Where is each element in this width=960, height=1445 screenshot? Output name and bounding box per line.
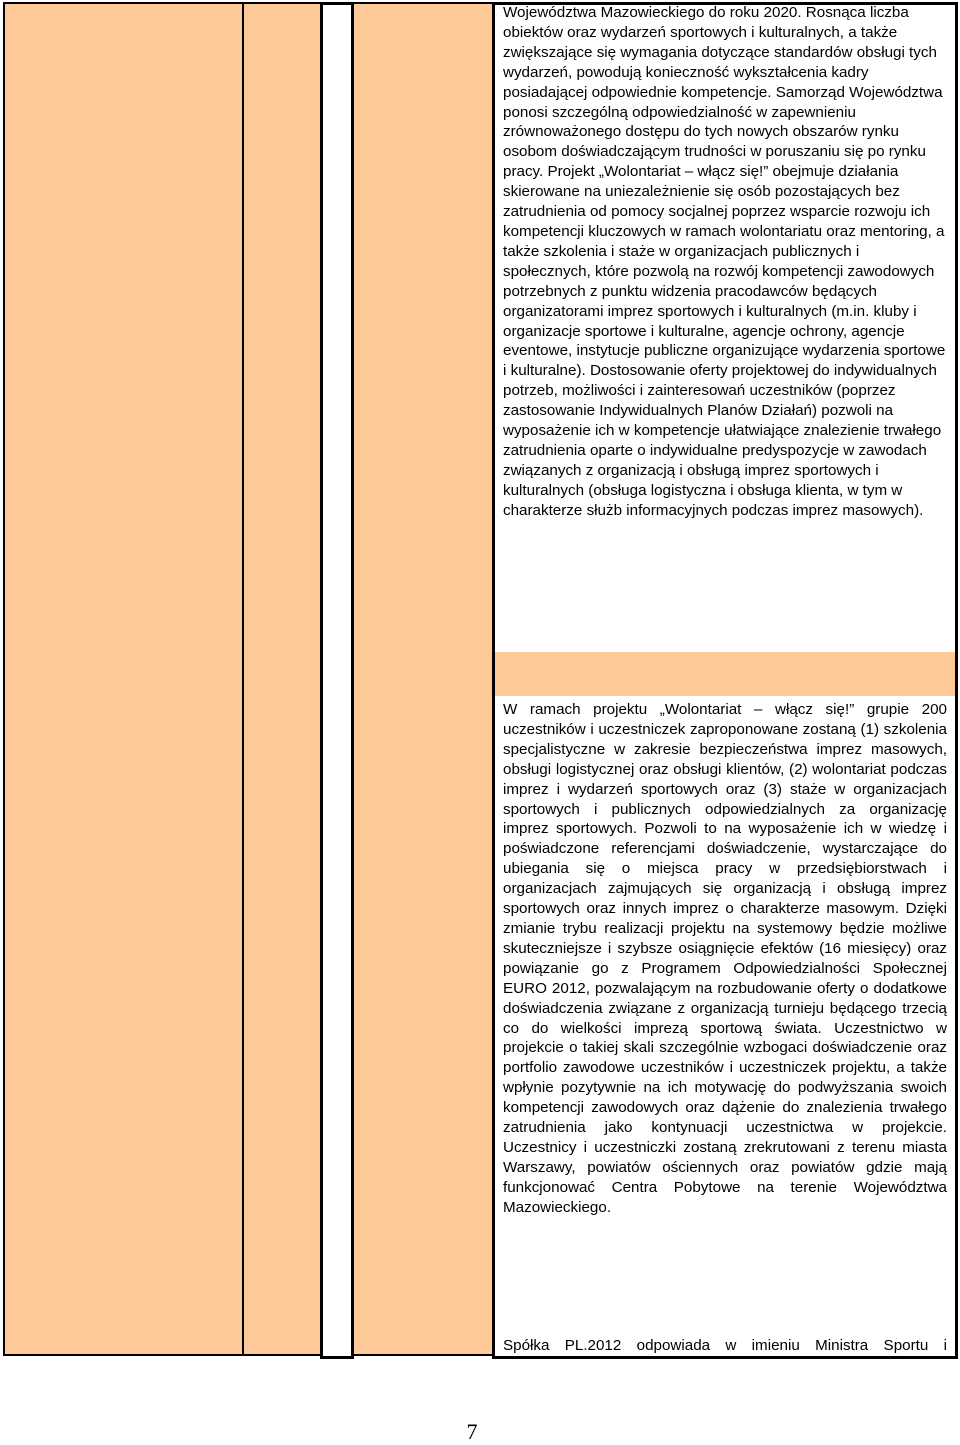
paragraph-project-context: Województwa Mazowieckiego do roku 2020. Rosnąca liczba obiektów oraz wydarzeń sportowych i kulturalnych, a także zwiększające się wymagania dotyczące standardów obsługi tych wydarzeń, powodują konieczność wykształcenia kadry posiadającej odpowiednie kompetencje. Samorząd Województwa ponosi szczególną odpowiedzialność w zapewnieniu zrównoważonego dostępu do tych nowych obszarów rynku osobom doświadczającym trudności w poruszaniu się po rynku pracy. Projekt „Wolontariat – włącz się!” obejmuje działania skierowane na uniezależnienie się osób pozostających bez zatrudnienia od pomocy socjalnej poprzez wsparcie rozwoju ich kompetencji kluczowych w ramach wolontariatu oraz mentoring, a także szkolenia i staże w organizacjach publicznych i społecznych, które pozwolą na rozwój kompetencji zawodowych potrzebnych z punktu widzenia pracodawców będących organizatorami imprez sportowych i kulturalnych (m.in. kluby i organizacje sportowe i kulturalne, agencje ochrony, agencje eventowe, instytucje publiczne organizujące wydarzenia sportowe i kulturalne). Dostosowanie oferty projektowej do indywidualnych potrzeb, możliwości i zainteresowań uczestników (poprzez zastosowanie Indywidualnych Planów Działań) pozwoli na wyposażenie ich w kompetencje ułatwiające znalezienie trwałego zatrudnienia oparte o indywidualne predyspozycje w zawodach związanych z organizacją i obsługą imprez sportowych i kulturalnych (obsługa logistyczna i obsługa klienta, w tym w charakterze służb informacyjnych podczas imprez masowych). (503, 4, 946, 519)
page-number: 7 (466, 1419, 478, 1444)
paragraph-spolka-pl2012: Spółka PL.2012 odpowiada w imieniu Ministra Sportu i (503, 1337, 947, 1354)
table-column-1 (3, 2, 244, 1356)
table-column-4 (354, 2, 492, 1356)
shaded-row-separator (492, 652, 958, 696)
table-column-2 (244, 2, 320, 1356)
paragraph-project-description: W ramach projektu „Wolontariat – włącz się!” grupie 200 uczestników i uczestniczek zaproponowane zostaną (1) szkolenia specjalistyczne w zakresie bezpieczeństwa imprez masowych, obsługi logistycznej oraz obsługi klientów, (2) wolontariat podczas imprez i wydarzeń sportowych oraz (3) staże w organizacjach sportowych i publicznych odpowiedzialnych za organizację imprez sportowych. Pozwoli to na wyposażenie ich w wiedzę i poświadczone referencjami doświadczenie, wystarczające do ubiegania się o miejsca pracy w przedsiębiorstwach i organizacjach zajmujących się organizacją i obsługą imprez sportowych oraz innych imprez o charakterze masowym. Dzięki zmianie trybu realizacji projektu na systemowy będzie możliwe skuteczniejsze i szybsze osiągnięcie efektów (16 miesięcy) oraz powiązanie go z Programem Odpowiedzialności Społecznej EURO 2012, pozwalającym na rozbudowanie oferty o dodatkowe doświadczenia związane z organizacją turnieju będącego trzecią co do wielkości imprezą sportową świata. Uczestnictwo w projekcie o takiej skali szczególnie wzbogaci doświadczenie oraz portfolio zawodowe uczestników i uczestniczek projektu, a także wpłynie pozytywnie na ich motywację do podwyższania swoich kompetencji zawodowych oraz dążenie do znalezienia trwałego zatrudnienia jako kontynuacji uczestnictwa w projekcie. Uczestnicy i uczestniczki zostaną zrekrutowani z terenu miasta Warszawy, powiatów ościennych oraz powiatów gdzie mają funkcjonować Centra Pobytowe na terenie Województwa Mazowieckiego. (503, 701, 947, 1216)
table-column-3 (320, 2, 354, 1359)
